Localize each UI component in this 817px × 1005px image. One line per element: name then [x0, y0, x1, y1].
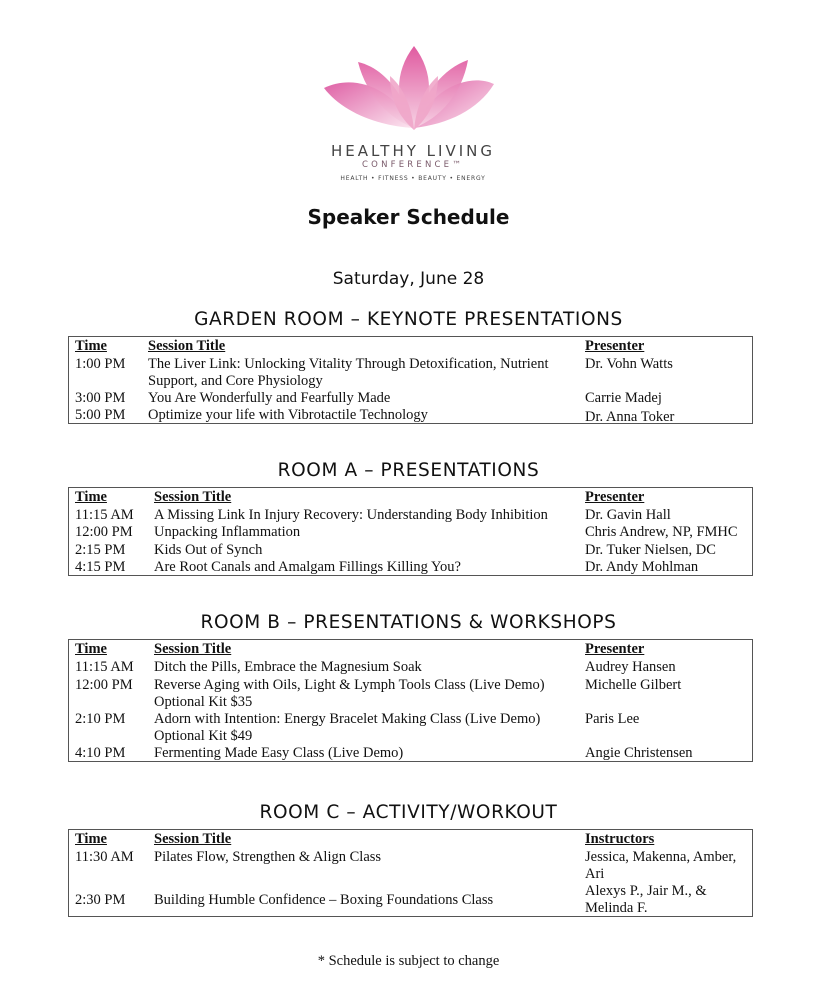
table-row	[69, 711, 752, 745]
schedule-table-room-b	[68, 639, 753, 762]
session-title-line: Optional Kit $49	[154, 728, 253, 744]
session-title-line: Optional Kit $35	[154, 694, 253, 710]
session-time: 3:00 PM	[75, 390, 126, 406]
table-header-row	[69, 338, 752, 355]
header-session-title: Session Title	[154, 489, 232, 505]
table-row	[69, 659, 752, 676]
session-time: 2:30 PM	[75, 892, 126, 908]
table-header-row	[69, 489, 752, 506]
schedule-table-room-c	[68, 829, 753, 917]
header-presenter: Presenter	[585, 641, 645, 657]
session-presenter: Dr. Gavin Hall	[585, 507, 671, 523]
session-title	[154, 711, 579, 745]
table-row	[69, 883, 752, 917]
header-time: Time	[75, 338, 107, 354]
session-time: 12:00 PM	[75, 677, 133, 693]
session-time: 11:15 AM	[75, 507, 134, 523]
session-presenter: Michelle Gilbert	[585, 677, 682, 693]
session-title-line: Reverse Aging with Oils, Light & Lymph Tools Class (Live Demo)	[154, 677, 545, 693]
session-time: 2:10 PM	[75, 711, 126, 727]
session-instructors	[585, 883, 750, 917]
session-title	[148, 356, 573, 390]
schedule-table-garden-room	[68, 336, 753, 424]
section-title-garden-room: GARDEN ROOM – KEYNOTE PRESENTATIONS	[194, 309, 623, 330]
session-presenter: Audrey Hansen	[585, 659, 676, 675]
lotus-flower-icon	[318, 42, 508, 142]
session-title: Optimize your life with Vibrotactile Technology	[148, 407, 428, 423]
table-row	[69, 407, 752, 424]
table-row	[69, 507, 752, 524]
session-presenter: Dr. Andy Mohlman	[585, 559, 699, 575]
logo-tagline: HEALTH • FITNESS • BEAUTY • ENERGY	[340, 175, 486, 182]
table-row	[69, 356, 752, 390]
session-title-line: Adorn with Intention: Energy Bracelet Making Class (Live Demo)	[154, 711, 541, 727]
instructors-line: Ari	[585, 866, 605, 882]
session-title: Unpacking Inflammation	[154, 524, 301, 540]
table-row	[69, 745, 752, 762]
instructors-line: Melinda F.	[585, 900, 648, 916]
session-title: A Missing Link In Injury Recovery: Understanding Body Inhibition	[154, 507, 548, 523]
section-title-room-c: ROOM C – ACTIVITY/WORKOUT	[259, 802, 558, 823]
table-row	[69, 677, 752, 711]
header-presenter: Presenter	[585, 489, 645, 505]
session-time: 2:15 PM	[75, 542, 126, 558]
session-title: You Are Wonderfully and Fearfully Made	[148, 390, 391, 406]
logo-sub-text: CONFERENCE™	[362, 160, 464, 170]
instructors-line: Jessica, Makenna, Amber,	[585, 849, 737, 865]
header-time: Time	[75, 641, 107, 657]
session-time: 5:00 PM	[75, 407, 126, 423]
conference-logo	[318, 42, 508, 192]
session-title: Kids Out of Synch	[154, 542, 263, 558]
table-header-row	[69, 831, 752, 848]
header-session-title: Session Title	[148, 338, 226, 354]
session-time: 1:00 PM	[75, 356, 126, 372]
session-title	[154, 677, 579, 711]
session-instructors	[585, 849, 750, 883]
schedule-table-room-a	[68, 487, 753, 576]
schedule-change-note: * Schedule is subject to change	[317, 953, 500, 969]
session-time: 12:00 PM	[75, 524, 133, 540]
header-time: Time	[75, 489, 107, 505]
table-row	[69, 542, 752, 559]
page-title: Speaker Schedule	[307, 205, 510, 229]
table-row	[69, 849, 752, 883]
session-presenter: Carrie Madej	[585, 390, 662, 406]
session-time: 11:30 AM	[75, 849, 134, 865]
session-title: Are Root Canals and Amalgam Fillings Killing You?	[154, 559, 461, 575]
session-presenter: Dr. Vohn Watts	[585, 356, 673, 372]
header-session-title: Session Title	[154, 831, 232, 847]
header-session-title: Session Title	[154, 641, 232, 657]
session-presenter: Chris Andrew, NP, FMHC	[585, 524, 738, 540]
logo-main-text: HEALTHY LIVING	[331, 142, 495, 160]
session-title: Fermenting Made Easy Class (Live Demo)	[154, 745, 404, 761]
session-time: 11:15 AM	[75, 659, 134, 675]
session-presenter: Dr. Anna Toker	[585, 409, 675, 425]
session-presenter: Angie Christensen	[585, 745, 693, 761]
session-title: Ditch the Pills, Embrace the Magnesium Soak	[154, 659, 422, 675]
schedule-date: Saturday, June 28	[332, 269, 485, 289]
table-row	[69, 559, 752, 576]
session-title-line: Support, and Core Physiology	[148, 373, 323, 389]
session-title: Pilates Flow, Strengthen & Align Class	[154, 849, 382, 865]
instructors-line: Alexys P., Jair M., &	[585, 883, 707, 899]
table-row	[69, 390, 752, 407]
session-title-line: The Liver Link: Unlocking Vitality Through Detoxification, Nutrient	[148, 356, 549, 372]
header-instructors: Instructors	[585, 831, 655, 847]
header-time: Time	[75, 831, 107, 847]
session-presenter: Paris Lee	[585, 711, 640, 727]
session-title: Building Humble Confidence – Boxing Foundations Class	[154, 892, 494, 908]
session-presenter: Dr. Tuker Nielsen, DC	[585, 542, 716, 558]
header-presenter: Presenter	[585, 338, 645, 354]
session-time: 4:15 PM	[75, 559, 126, 575]
table-header-row	[69, 641, 752, 658]
section-title-room-b: ROOM B – PRESENTATIONS & WORKSHOPS	[200, 612, 617, 633]
section-title-room-a: ROOM A – PRESENTATIONS	[277, 460, 540, 481]
table-row	[69, 524, 752, 541]
session-time: 4:10 PM	[75, 745, 126, 761]
